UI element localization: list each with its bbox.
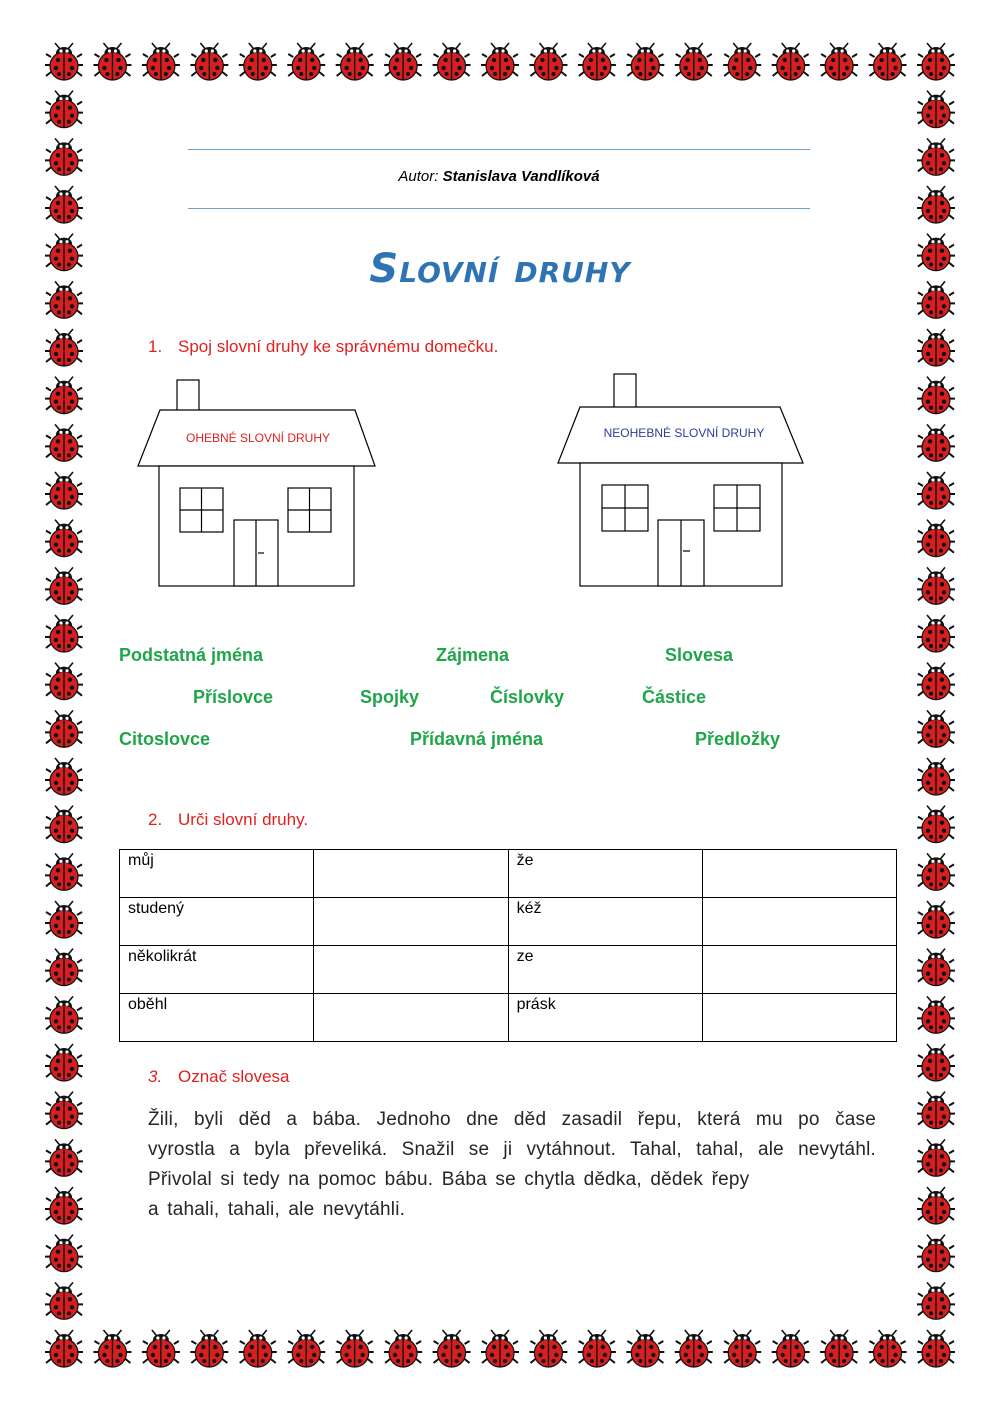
ladybug-icon [917,1139,955,1176]
ladybug-icon [45,91,83,128]
ladybug-icon [820,1330,858,1367]
answer-cell[interactable] [702,946,896,994]
ladybug-icon [529,43,567,80]
table-row [120,898,897,946]
ladybug-icon [917,806,955,843]
ladybug-icon [917,1187,955,1224]
ladybug-icon [45,1330,83,1367]
word-card[interactable]: Podstatná jména [119,645,264,665]
ladybug-icon [45,424,83,461]
word-card[interactable]: Spojky [360,687,420,707]
story-text[interactable] [148,1105,876,1225]
ladybug-icon [45,1235,83,1272]
author-label: Autor: [398,168,439,185]
story-line[interactable]: Přivolal si tedy na pomoc bábu. Bába se chytla dědka, dědek řepy [148,1169,750,1190]
task-1-heading [148,337,498,357]
ladybug-icon [723,43,761,80]
house-uninflected-label: NEOHEBNÉ SLOVNÍ DRUHY [603,426,765,440]
ladybug-icon [578,1330,616,1367]
ladybug-icon [45,472,83,509]
ladybug-icon [190,1330,228,1367]
ladybug-icon [578,43,616,80]
word-card[interactable]: Zájmena [436,645,510,665]
ladybug-icon [917,1092,955,1129]
word-cell: oběhl [120,994,314,1042]
ladybug-icon [626,43,664,80]
ladybug-icon [45,949,83,986]
house-inflected [138,380,375,586]
word-card[interactable]: Příslovce [193,687,274,707]
ladybug-icon [917,186,955,223]
ladybug-icon [433,43,471,80]
answer-cell[interactable] [314,994,508,1042]
ladybug-icon [772,1330,810,1367]
ladybug-icon [336,43,374,80]
task-2-heading [148,810,308,830]
ladybug-icon [869,43,907,80]
ladybug-icon [917,710,955,747]
ladybug-icon [917,1235,955,1272]
ladybug-icon [917,43,955,80]
word-cell: ze [508,946,702,994]
word-cell: že [508,850,702,898]
header-rule-bottom [188,208,810,209]
answer-cell[interactable] [702,898,896,946]
ladybug-icon [45,43,83,80]
story-line[interactable]: a tahali, tahali, ale nevytáhli. [148,1199,406,1220]
ladybug-icon [917,663,955,700]
ladybug-icon [45,996,83,1033]
answer-cell[interactable] [314,850,508,898]
story-line[interactable]: vyrostla a byla převeliká. Snažil se ji vytáhnout. Tahal, tahal, ale nevytáhl. [148,1139,876,1160]
ladybug-icon [45,1044,83,1081]
ladybug-icon [45,186,83,223]
ladybug-icon [917,472,955,509]
story-line[interactable]: Žili, byli děd a bába. Jednoho dne děd zasadil řepu, která mu po čase [148,1109,876,1130]
answer-cell[interactable] [314,946,508,994]
ladybug-icon [917,1330,955,1367]
ladybug-icon [45,567,83,604]
ladybug-icon [917,377,955,414]
answer-cell[interactable] [702,994,896,1042]
ladybug-icon [820,43,858,80]
word-cell: studený [120,898,314,946]
ladybug-icon [917,567,955,604]
ladybug-icon [917,138,955,175]
task-1-number: 1. [148,337,163,356]
ladybug-icon [239,43,277,80]
ladybug-icon [45,901,83,938]
houses-illustration [130,370,830,600]
ladybug-icon [917,901,955,938]
word-card[interactable]: Slovesa [665,645,734,665]
task-2-text: Urči slovní druhy. [178,810,309,829]
word-cell: prásk [508,994,702,1042]
ladybug-icon [917,949,955,986]
ladybug-icon [45,758,83,795]
ladybug-icon [917,1282,955,1319]
word-card[interactable]: Číslovky [490,687,565,707]
ladybug-icon [917,424,955,461]
word-card[interactable]: Předložky [695,729,781,749]
ladybug-icon [45,853,83,890]
word-card[interactable]: Přídavná jména [410,729,544,749]
ladybug-icon [45,615,83,652]
ladybug-icon [481,43,519,80]
word-cell: několikrát [120,946,314,994]
ladybug-icon [529,1330,567,1367]
ladybug-icon [142,43,180,80]
ladybug-icon [45,1187,83,1224]
task-3-text: Označ slovesa [178,1067,290,1086]
ladybug-icon [917,996,955,1033]
ladybug-icon [45,710,83,747]
table-row [120,994,897,1042]
ladybug-icon [45,1092,83,1129]
ladybug-icon [45,1139,83,1176]
ladybug-icon [287,1330,325,1367]
table-row [120,850,897,898]
ladybug-icon [384,1330,422,1367]
ladybug-icon [239,1330,277,1367]
task-3-number: 3. [148,1067,163,1086]
ladybug-icon [917,853,955,890]
ladybug-icon [481,1330,519,1367]
author-line [188,168,810,185]
ladybug-icon [917,329,955,366]
ladybug-icon [917,91,955,128]
page-title: Slovní druhy [369,246,631,292]
ladybug-icon [723,1330,761,1367]
ladybug-icon [45,1282,83,1319]
ladybug-icon [917,1044,955,1081]
word-card[interactable]: Částice [642,687,707,707]
ladybug-icon [287,43,325,80]
table-row [120,946,897,994]
ladybug-icon [675,43,713,80]
ladybug-icon [45,806,83,843]
ladybug-icon [93,1330,131,1367]
ladybug-icon [142,1330,180,1367]
word-card[interactable]: Citoslovce [119,729,211,749]
ladybug-icon [626,1330,664,1367]
ladybug-icon [45,520,83,557]
answer-cell[interactable] [314,898,508,946]
ladybug-icon [384,43,422,80]
ladybug-icon [917,615,955,652]
house-uninflected [558,374,803,586]
ladybug-icon [93,43,131,80]
author-name: Stanislava Vandlíková [442,168,600,185]
word-cell: můj [120,850,314,898]
task-1-text: Spoj slovní druhy ke správnému domečku. [178,337,499,356]
answer-cell[interactable] [702,850,896,898]
ladybug-icon [433,1330,471,1367]
ladybug-icon [675,1330,713,1367]
ladybug-icon [917,520,955,557]
ladybug-icon [190,43,228,80]
ladybug-icon [917,758,955,795]
word-cell: kéž [508,898,702,946]
ladybug-icon [45,377,83,414]
ladybug-icon [45,329,83,366]
house-inflected-label: OHEBNÉ SLOVNÍ DRUHY [185,431,331,445]
task-2-number: 2. [148,810,163,829]
ladybug-icon [336,1330,374,1367]
ladybug-icon [45,663,83,700]
ladybug-icon [869,1330,907,1367]
word-classification-table [119,849,897,1042]
header-rule-top [188,149,810,150]
task-3-heading [148,1067,290,1087]
ladybug-icon [772,43,810,80]
ladybug-icon [45,138,83,175]
